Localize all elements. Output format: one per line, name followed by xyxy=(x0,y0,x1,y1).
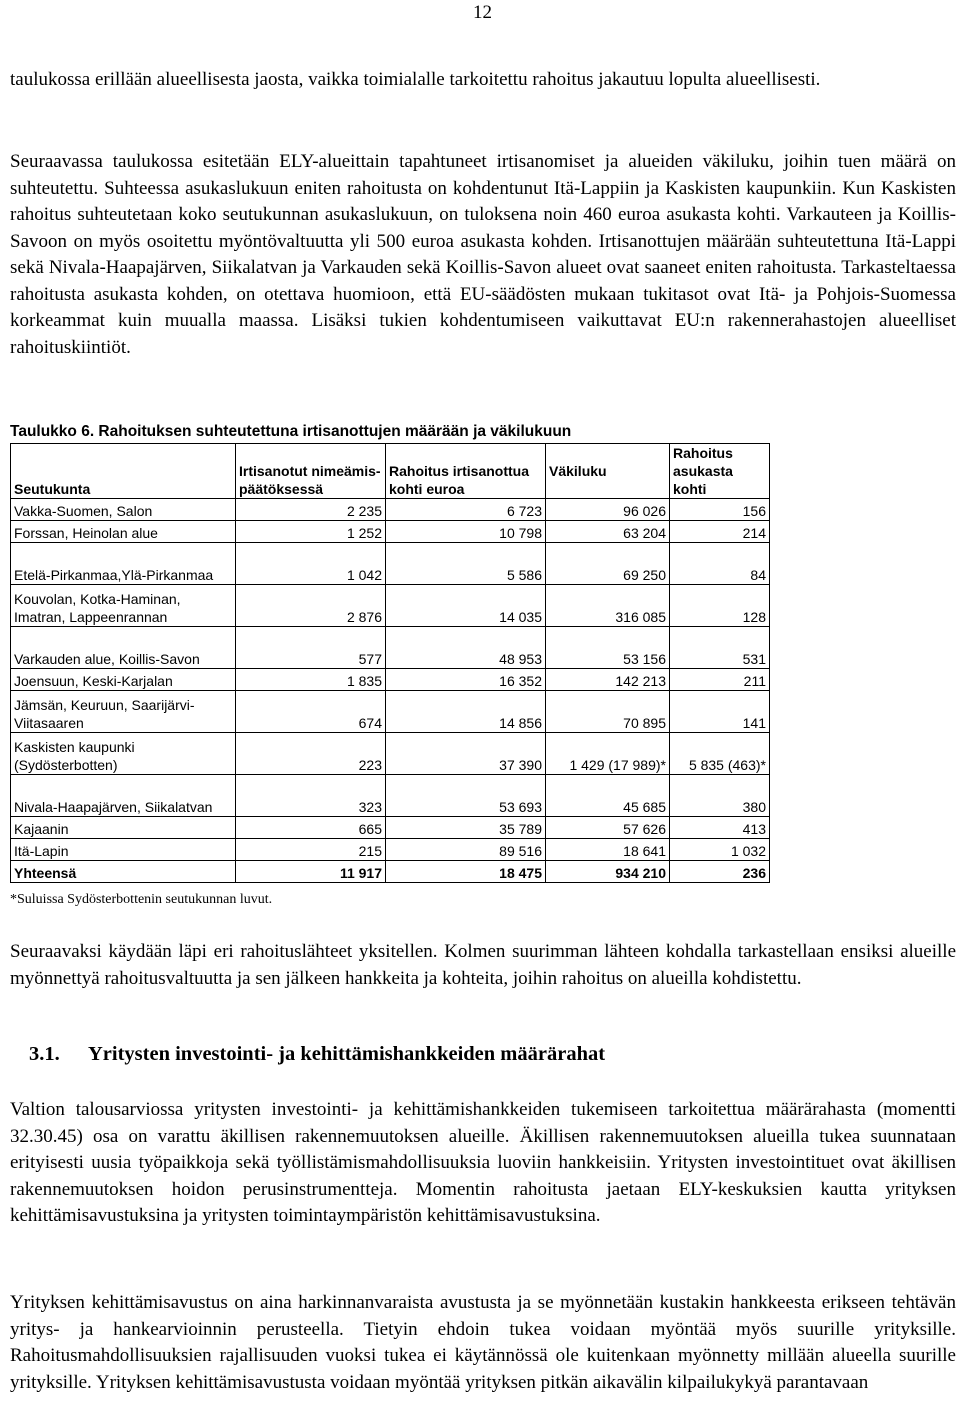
cell-value: 2 876 xyxy=(236,585,386,627)
cell-value: 11 917 xyxy=(236,861,386,883)
table-row xyxy=(11,691,770,733)
cell-value: 1 835 xyxy=(236,669,386,691)
cell-value: 5 586 xyxy=(386,543,546,585)
paragraph-intro: taulukossa erillään alueellisesta jaosta, vaikka toimialalle tarkoitettu rahoitus jakautuu lopulta alueellisesti. xyxy=(10,69,821,90)
cell-value: 35 789 xyxy=(386,817,546,839)
section-title: Yritysten investointi- ja kehittämishankkeiden määrärahat xyxy=(88,1043,606,1065)
cell-region: Etelä-Pirkanmaa,Ylä-Pirkanmaa xyxy=(11,543,236,585)
cell-value: 16 352 xyxy=(386,669,546,691)
cell-value: 70 895 xyxy=(546,691,670,733)
paragraph-budget: Valtion talousarviossa yritysten investointi- ja kehittämishankkeiden tukemiseen tarkoitettua määrärahasta (momentti 32.30.45) osa on varattu äkillisen rakennemuutoksen alueille. Äkillisen rakennemuutoksen alueilla tukea suunnataan erityisesti uusia työpaikkoja sekä työllistämismahdollisuuksia luoviin hankkeisiin. Yritysten investointituet ovat äkillisen rakennemuutoksen hoidon perusinstrumentteja. Momentin rahoitusta jaetaan ELY-keskuksien kautta yrityksen kehittämisavustuksina ja yritysten toimintaympäristön kehittämisavustuksina. xyxy=(10,1099,956,1226)
cell-value: 63 204 xyxy=(546,521,670,543)
header-rahoitus-per-irtisanottu: Rahoitus irtisanottua kohti euroa xyxy=(386,444,546,499)
table-row xyxy=(11,839,770,861)
cell-value: 37 390 xyxy=(386,733,546,775)
cell-region: Itä-Lapin xyxy=(11,839,236,861)
cell-value: 1 042 xyxy=(236,543,386,585)
cell-value: 316 085 xyxy=(546,585,670,627)
cell-value: 53 693 xyxy=(386,775,546,817)
table-row xyxy=(11,543,770,585)
cell-value: 96 026 xyxy=(546,499,670,521)
cell-value: 142 213 xyxy=(546,669,670,691)
cell-value: 18 475 xyxy=(386,861,546,883)
table-row xyxy=(11,733,770,775)
cell-value: 6 723 xyxy=(386,499,546,521)
cell-value: 57 626 xyxy=(546,817,670,839)
cell-value: 1 032 xyxy=(670,839,770,861)
cell-value: 380 xyxy=(670,775,770,817)
table-footnote: *Suluissa Sydösterbottenin seutukunnan luvut. xyxy=(10,892,273,907)
header-rahoitus-per-asukas: Rahoitus asukasta kohti xyxy=(670,444,770,499)
table-row xyxy=(11,499,770,521)
cell-region: Vakka-Suomen, Salon xyxy=(11,499,236,521)
cell-value: 214 xyxy=(670,521,770,543)
header-irtisanotut: Irtisanotut nimeämis-päätöksessä xyxy=(236,444,386,499)
table-row xyxy=(11,521,770,543)
cell-value: 1 429 (17 989)* xyxy=(546,733,670,775)
cell-value: 531 xyxy=(670,627,770,669)
cell-value: 934 210 xyxy=(546,861,670,883)
cell-value: 45 685 xyxy=(546,775,670,817)
cell-region: Forssan, Heinolan alue xyxy=(11,521,236,543)
cell-value: 2 235 xyxy=(236,499,386,521)
cell-region: Kaskisten kaupunki (Sydösterbotten) xyxy=(11,733,236,775)
section-number: 3.1. xyxy=(29,1043,60,1065)
table-row xyxy=(11,585,770,627)
cell-value: 674 xyxy=(236,691,386,733)
cell-value: 14 035 xyxy=(386,585,546,627)
cell-value: 10 798 xyxy=(386,521,546,543)
funding-table xyxy=(10,443,770,883)
cell-region: Varkauden alue, Koillis-Savon xyxy=(11,627,236,669)
cell-region: Yhteensä xyxy=(11,861,236,883)
paragraph-funding-sources: Seuraavaksi käydään läpi eri rahoituslähteet yksitellen. Kolmen suurimman lähteen kohdalla tarkastellaan ensiksi alueille myönnettyä rahoitusvaltuutta ja sen jälkeen hankkeita ja kohteita, joihin rahoitus on alueilla kohdistettu. xyxy=(10,941,956,989)
cell-value: 577 xyxy=(236,627,386,669)
cell-value: 665 xyxy=(236,817,386,839)
table-body xyxy=(11,499,770,883)
cell-region: Jämsän, Keuruun, Saarijärvi-Viitasaaren xyxy=(11,691,236,733)
cell-region: Kajaanin xyxy=(11,817,236,839)
cell-value: 156 xyxy=(670,499,770,521)
header-seutukunta: Seutukunta xyxy=(11,444,236,499)
cell-value: 413 xyxy=(670,817,770,839)
cell-value: 211 xyxy=(670,669,770,691)
cell-region: Joensuun, Keski-Karjalan xyxy=(11,669,236,691)
section-heading xyxy=(29,1043,605,1066)
cell-value: 141 xyxy=(670,691,770,733)
table-caption: Taulukko 6. Rahoituksen suhteutettuna irtisanottujen määrään ja väkilukuun xyxy=(10,423,572,440)
cell-value: 84 xyxy=(670,543,770,585)
table-row xyxy=(11,817,770,839)
header-vakiluku: Väkiluku xyxy=(546,444,670,499)
cell-value: 5 835 (463)* xyxy=(670,733,770,775)
cell-value: 18 641 xyxy=(546,839,670,861)
cell-region: Nivala-Haapajärven, Siikalatvan xyxy=(11,775,236,817)
table-header-row xyxy=(11,444,770,499)
cell-value: 48 953 xyxy=(386,627,546,669)
cell-value: 14 856 xyxy=(386,691,546,733)
cell-value: 89 516 xyxy=(386,839,546,861)
page-number: 12 xyxy=(473,2,492,23)
cell-value: 128 xyxy=(670,585,770,627)
cell-value: 236 xyxy=(670,861,770,883)
table-row xyxy=(11,775,770,817)
table-row xyxy=(11,669,770,691)
cell-value: 69 250 xyxy=(546,543,670,585)
cell-region: Kouvolan, Kotka-Haminan, Imatran, Lappeenrannan xyxy=(11,585,236,627)
cell-value: 215 xyxy=(236,839,386,861)
cell-value: 223 xyxy=(236,733,386,775)
paragraph-development-grant: Yrityksen kehittämisavustus on aina harkinnanvaraista avustusta ja se myönnetään kustakin hankkeesta erikseen tehtävän yritys- ja hankearvioinnin perusteella. Tietyin ehdoin tukea voidaan myöntää myös suurille yrityksille. Rahoitusmahdollisuuksien rajallisuuden vuoksi tukea ei käytännössä ole kuitenkaan myönnetty millään alueella suurille yrityksille. Yrityksen kehittämisavustusta voidaan myöntää yrityksen pitkän aikavälin kilpailukykyä parantavaan xyxy=(10,1292,956,1393)
cell-value: 53 156 xyxy=(546,627,670,669)
cell-value: 1 252 xyxy=(236,521,386,543)
table-total-row xyxy=(11,861,770,883)
paragraph-table-description: Seuraavassa taulukossa esitetään ELY-alueittain tapahtuneet irtisanomiset ja alueiden väkiluku, joihin tuen määrä on suhteutettu. Suhteessa asukaslukuun eniten rahoitusta on kohdentunut Itä-Lappiin ja Kaskisten kaupunkiin. Kun Kaskisten rahoitus suhteutetaan koko seutukunnan asukaslukuun, on tuloksena noin 460 euroa asukasta kohti. Varkauteen ja Koillis-Savoon on myös osoitettu myöntövaltuutta yli 500 euroa asukasta kohden. Irtisanottujen määrään suhteutettuna Itä-Lappi sekä Nivala-Haapajärven, Siikalatvan ja Varkauden sekä Koillis-Savon alueet ovat saaneet eniten rahoitusta. Tarkasteltaessa rahoitusta asukasta kohden, on otettava huomioon, että EU-säädösten mukaan tukitasot ovat Itä- ja Pohjois-Suomessa korkeammat kuin muualla maassa. Lisäksi tukien kohdentumiseen vaikuttavat EU:n rakennerahastojen alueelliset rahoituskiintiöt. xyxy=(10,151,956,358)
cell-value: 323 xyxy=(236,775,386,817)
table-row xyxy=(11,627,770,669)
